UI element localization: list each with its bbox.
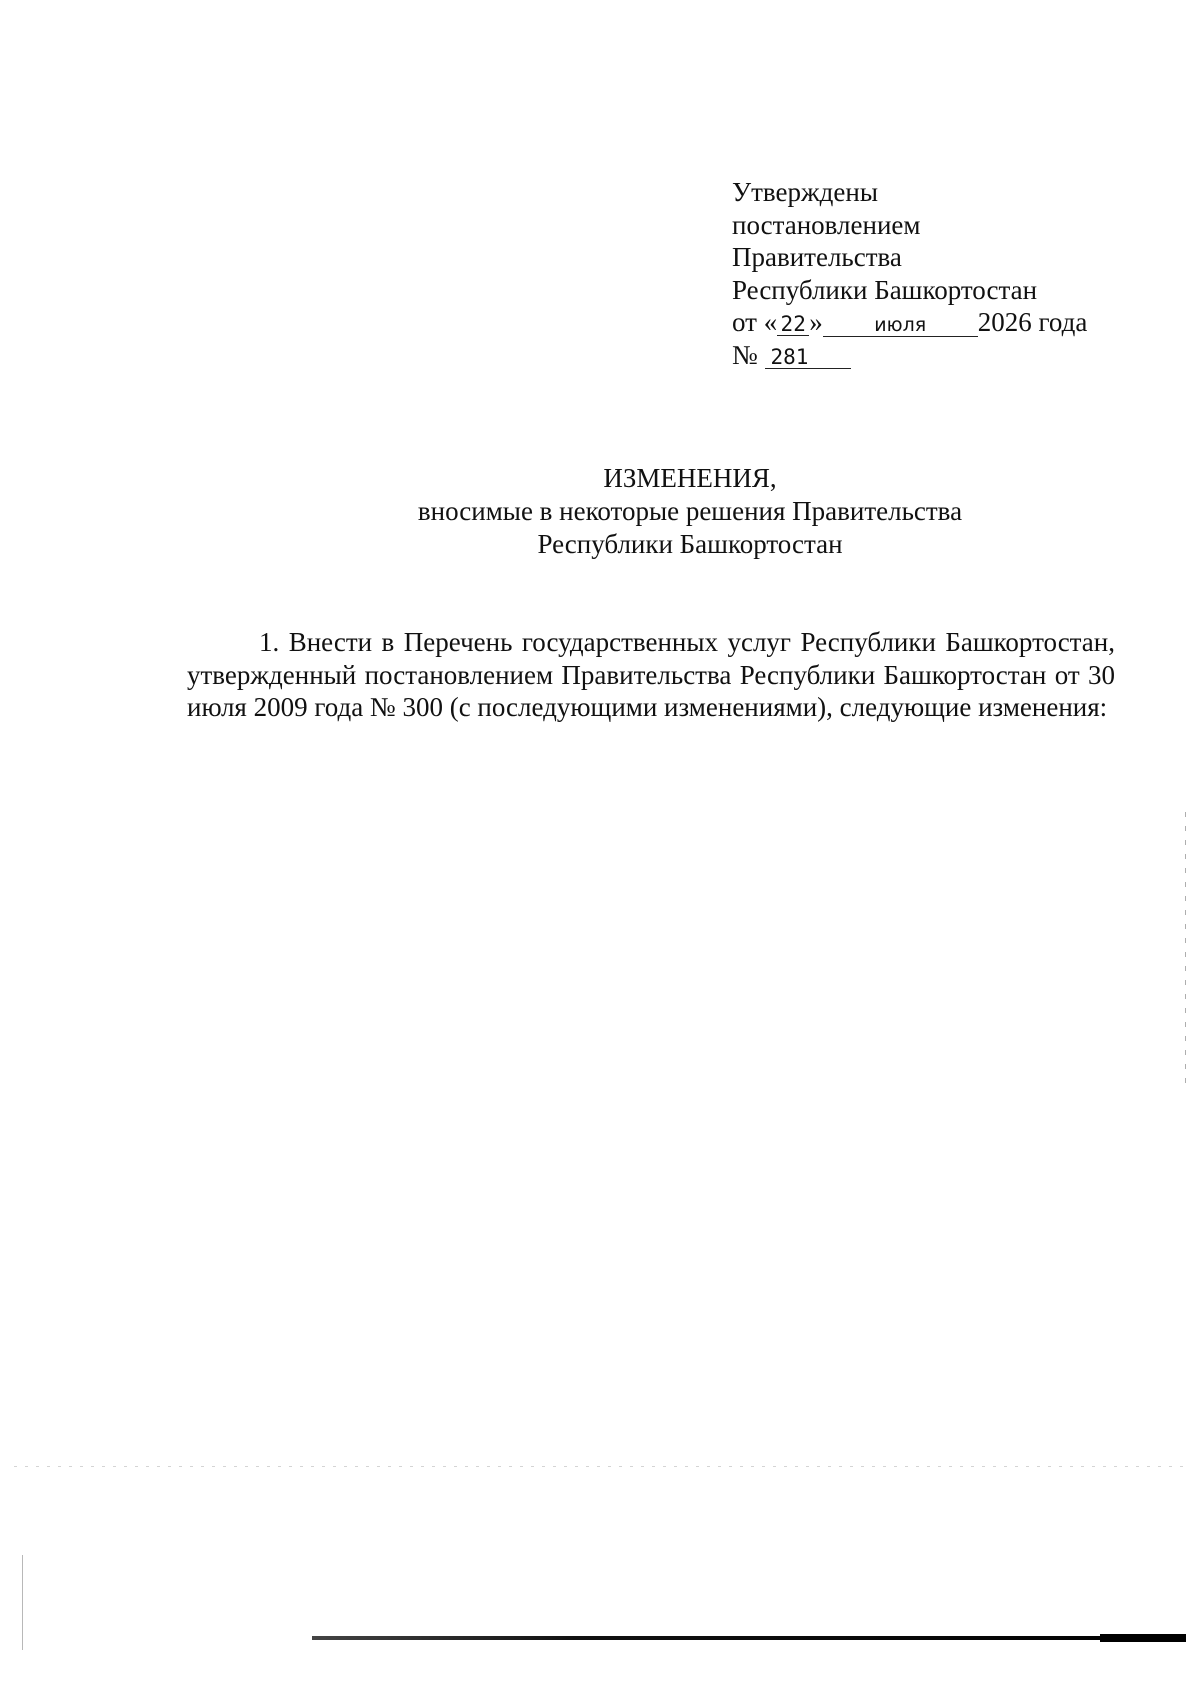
document-heading: ИЗМЕНЕНИЯ,: [603, 463, 777, 493]
scan-artifact-right-edge: [1185, 812, 1186, 1092]
document-title-block: [380, 462, 1000, 561]
approval-line-2: постановлением: [732, 209, 921, 240]
approval-number-line: [732, 339, 1087, 372]
approval-block: [732, 176, 1087, 371]
date-quote-close: »: [809, 307, 823, 337]
document-subtitle-line-1: вносимые в некоторые решения Правительства: [417, 496, 963, 526]
body-paragraph-1: 1. Внести в Перечень государственных услуг Республики Башкортостан, утвержденный постановлением Правительства Республики Башкортостан от 30 июля 2009 года № 300 (с последующими изменениями), следующие изменения:: [187, 627, 1115, 722]
scan-artifact-bottom-rule-end: [1100, 1634, 1186, 1642]
document-subtitle-line-2: Республики Башкортостан: [537, 529, 843, 559]
scan-artifact-dotted-line: [14, 1466, 1186, 1467]
date-month-field: июля: [823, 314, 978, 337]
date-day-field: 22: [777, 313, 809, 336]
scan-artifact-left-edge: [22, 1555, 23, 1650]
scan-artifact-bottom-rule: [312, 1636, 1186, 1640]
number-sign: №: [732, 339, 758, 370]
approval-line-3: Правительства: [732, 242, 902, 272]
approval-line-1: Утверждены: [732, 177, 878, 207]
approval-line-4: Республики Башкортостан: [732, 274, 1038, 305]
date-prefix: от «: [732, 307, 778, 337]
approval-date-line: [732, 306, 1087, 339]
document-number-field: 281: [765, 346, 851, 369]
date-year: 2026 года: [977, 307, 1088, 337]
